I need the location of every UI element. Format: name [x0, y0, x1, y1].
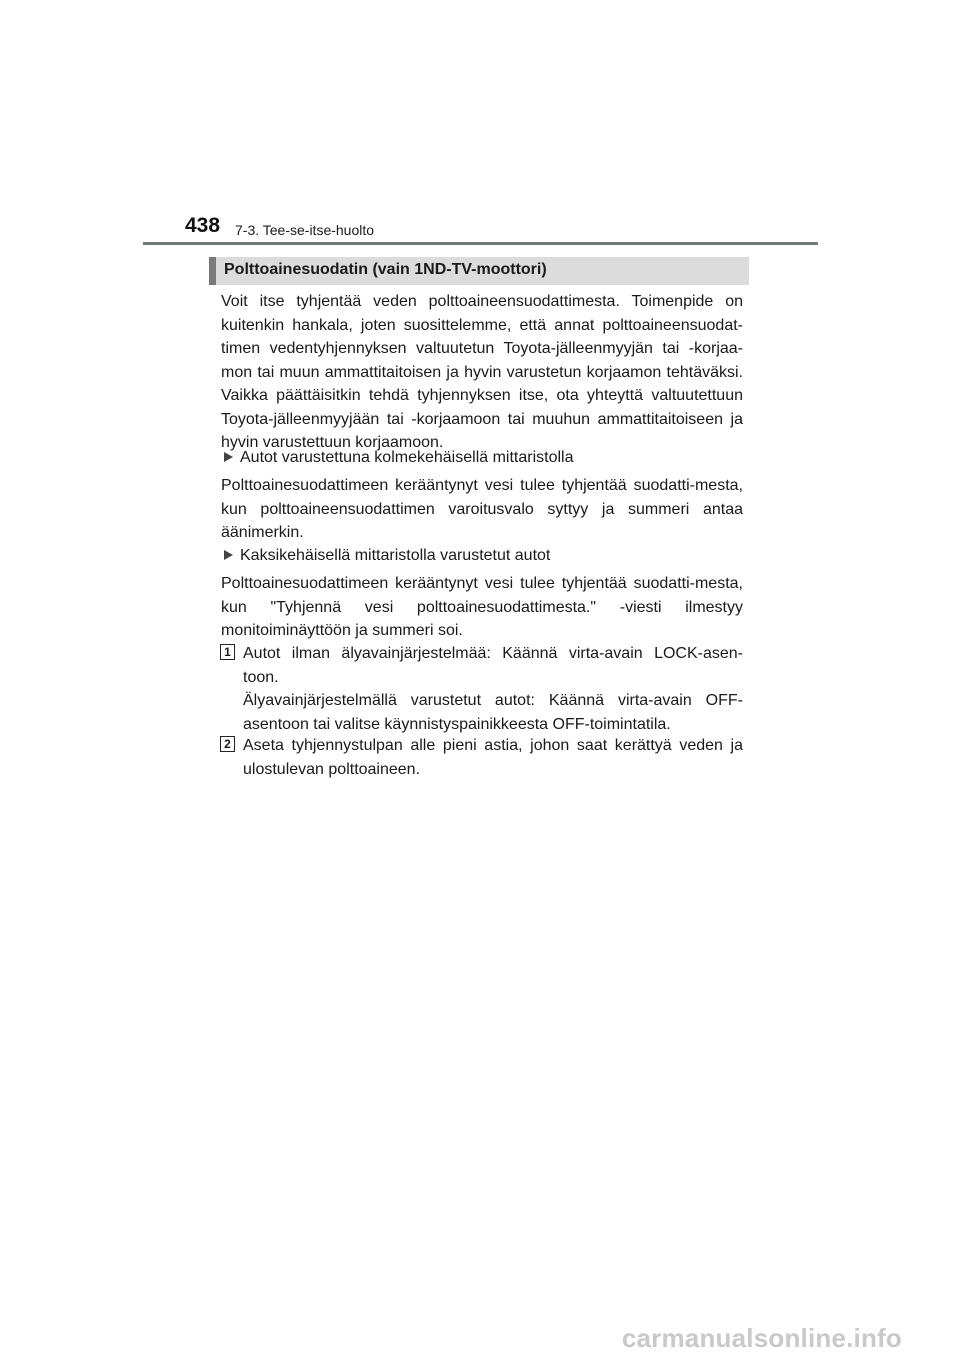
- variant-text-1: Polttoainesuodattimeen kerääntynyt vesi tulee tyhjentää suodatti-mesta, kun polttoaineensuodattimen varoitusvalo syttyy ja summeri antaa äänimerkin.: [221, 477, 743, 541]
- watermark: carmanualsonline.info: [621, 1323, 902, 1353]
- section-heading-accent: [209, 257, 216, 285]
- step-number-2: 2: [220, 736, 235, 752]
- triangle-right-icon: [224, 452, 233, 462]
- step-text-1: [243, 642, 743, 736]
- intro-paragraph: Voit itse tyhjentää veden polttoaineensuodattimesta. Toimenpide on kuitenkin hankala, joten suosittelemme, että annat polttoaineensuodat-timen vedentyhjennyksen valtuutetun Toyota-jälleenmyyjän tai -korjaa-mon tai muun ammattitaitoisen ja hyvin varustetun korjaamon tehtäväksi. Vaikka päättäisitkin tehdä tyhjennyksen itse, ota yhteyttä valtuutettuun Toyota-jälleenmyyjään tai -korjaamoon tai muuhun ammattitaitoiseen ja hyvin varustettuun korjaamoon.: [221, 293, 743, 451]
- section-heading-bar: [209, 257, 749, 285]
- section-title: Polttoainesuodatin (vain 1ND-TV-moottori): [224, 261, 547, 278]
- variant-text-2: Polttoainesuodattimeen kerääntynyt vesi tulee tyhjentää suodatti-mesta, kun "Tyhjennä vesi polttoainesuodattimesta." -viesti ilmestyy monitoiminäyttöön ja summeri soi.: [221, 575, 743, 639]
- variant-heading-2-text: Kaksikehäisellä mittaristolla varustetut autot: [240, 547, 551, 564]
- triangle-right-icon: [224, 550, 233, 560]
- page-number: 438: [185, 214, 221, 237]
- header-divider: [143, 242, 818, 245]
- step-1-line-a: Autot ilman älyavainjärjestelmää: Käännä virta-avain LOCK-asen-toon.: [243, 645, 743, 686]
- step-2-line-a: Aseta tyhjennystulpan alle pieni astia, johon saat kerättyä veden ja ulostulevan polttoaineen.: [243, 737, 743, 778]
- step-1-line-b: Älyavainjärjestelmällä varustetut autot: Käännä virta-avain OFF-asentoon tai valitse käynnistyspainikkeesta OFF-toimintatila.: [243, 692, 743, 733]
- chapter-label: 7-3. Tee-se-itse-huolto: [235, 222, 375, 238]
- variant-heading-1: [224, 446, 574, 470]
- variant-heading-2: [224, 544, 550, 568]
- step-text-2: [243, 734, 743, 781]
- variant-heading-1-text: Autot varustettuna kolmekehäisellä mittaristolla: [240, 449, 574, 466]
- step-number-1: 1: [220, 644, 235, 660]
